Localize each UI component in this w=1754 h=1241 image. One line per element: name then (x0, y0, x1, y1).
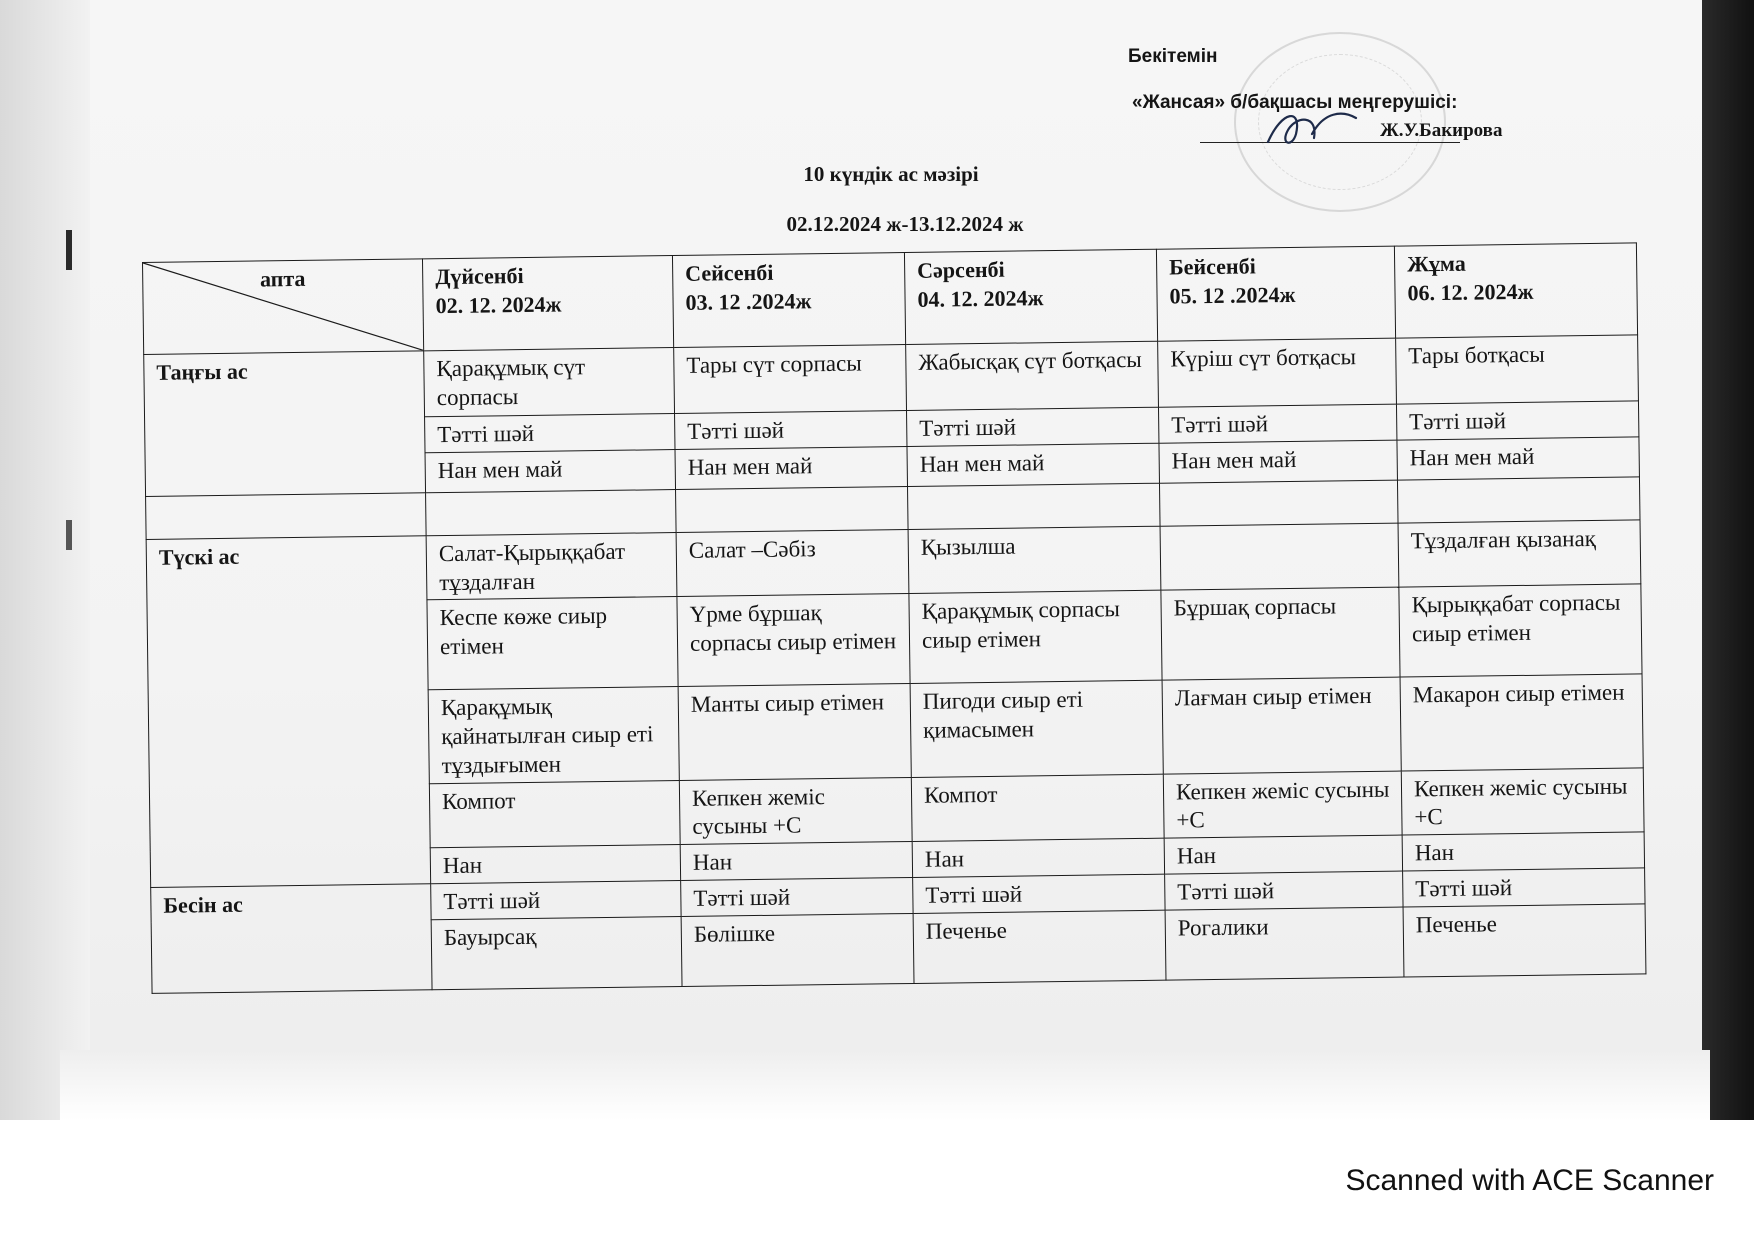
menu-cell: Салат-Қырыққабат тұздалған (426, 532, 677, 600)
week-label: апта (259, 265, 306, 292)
menu-cell: Нан мен май (1159, 440, 1398, 483)
menu-cell: Қарақұмық сүт сорпасы (424, 348, 675, 417)
menu-cell: Тәтті шәй (675, 411, 907, 450)
menu-cell: Салат –Сәбіз (676, 529, 909, 597)
menu-cell: Кепкен жеміс сусыны +С (1163, 771, 1402, 839)
menu-cell: Нан мен май (675, 446, 908, 489)
menu-cell: Нан (1164, 835, 1402, 874)
page-period: 02.12.2024 ж-13.12.2024 ж (786, 212, 1024, 236)
menu-cell: Жабысқақ сүт ботқасы (906, 341, 1159, 410)
approval-position: «Жансая» б/бақшасы меңгерушісі: (1132, 92, 1458, 113)
menu-cell: Компот (429, 780, 680, 848)
menu-cell: Тәтті шәй (1165, 871, 1403, 910)
menu-cell: Қызылша (908, 526, 1161, 594)
menu-cell: Печенье (913, 910, 1166, 983)
approver-name: Ж.У.Бакирова (1380, 120, 1503, 141)
menu-cell: Печенье (1403, 903, 1646, 976)
approval-heading: Бекітемін (1128, 46, 1218, 67)
menu-cell: Қарақұмық сорпасы сиыр етімен (909, 590, 1162, 683)
day-header: Сейсенбі 03. 12 .2024ж (672, 253, 905, 348)
menu-cell: Кепкен жеміс сусыны +С (679, 777, 912, 845)
menu-cell: Кеспе көже сиыр етімен (427, 597, 678, 690)
menu-cell: Лағман сиыр етімен (1162, 677, 1401, 773)
menu-cell: Тары сүт сорпасы (674, 345, 907, 414)
meal-label-lunch: Түскі ас (146, 536, 431, 888)
menu-cell: Тәтті шәй (681, 877, 913, 916)
menu-cell: Тәтті шәй (907, 407, 1159, 446)
menu-cell: Күріш сүт ботқасы (1158, 338, 1397, 407)
day-header: Жұма 06. 12. 2024ж (1394, 243, 1637, 338)
day-header: Дүйсенбі 02. 12. 2024ж (422, 256, 673, 351)
week-corner-cell (143, 259, 424, 355)
menu-cell: Макарон сиыр етімен (1400, 674, 1643, 770)
menu-cell: Компот (911, 774, 1164, 842)
menu-cell (1160, 523, 1399, 591)
menu-cell: Пигоди сиыр еті қимасымен (910, 680, 1163, 777)
margin-mark (66, 520, 72, 550)
menu-cell: Нан мен май (425, 449, 676, 492)
menu-cell: Тәтті шәй (1158, 404, 1396, 443)
meal-label-breakfast: Таңғы ас (144, 351, 426, 496)
page-title: 10 күндік ас мәзірі (803, 162, 979, 186)
menu-cell: Тәтті шәй (913, 874, 1165, 913)
menu-cell: Қырыққабат сорпасы сиыр етімен (1399, 584, 1642, 677)
menu-cell: Нан (1402, 832, 1644, 871)
menu-table (142, 242, 1646, 993)
menu-cell: Нан мен май (907, 443, 1160, 486)
menu-cell: Бөлішке (681, 913, 914, 986)
menu-cell: Нан (680, 841, 912, 880)
menu-cell: Рогалики (1165, 907, 1404, 980)
menu-cell: Тәтті шәй (1403, 868, 1645, 907)
menu-cell: Тары ботқасы (1396, 335, 1639, 404)
meal-label-snack: Бесін ас (151, 884, 432, 993)
scanner-watermark: Scanned with ACE Scanner (1345, 1164, 1714, 1197)
menu-cell: Нан мен май (1397, 437, 1640, 480)
menu-cell: Тәтті шәй (431, 880, 681, 919)
menu-cell: Қарақұмық қайнатылған сиыр еті тұздығымен (428, 687, 679, 784)
menu-cell: Үрме бұршақ сорпасы сиыр етімен (677, 594, 910, 687)
day-header: Бейсенбі 05. 12 .2024ж (1156, 246, 1395, 341)
menu-cell: Бауырсақ (431, 916, 682, 989)
menu-cell: Манты сиыр етімен (678, 684, 911, 780)
day-header: Сәрсенбі 04. 12. 2024ж (904, 249, 1157, 344)
menu-cell: Кепкен жеміс сусыны +С (1401, 767, 1644, 835)
signature (1262, 104, 1362, 154)
menu-cell: Тұздалған қызанақ (1398, 520, 1641, 588)
menu-cell: Тәтті шәй (425, 414, 675, 453)
menu-cell: Нан (912, 838, 1164, 877)
menu-cell: Бұршақ сорпасы (1161, 587, 1400, 680)
menu-cell: Нан (430, 845, 680, 884)
menu-cell: Тәтті шәй (1396, 401, 1638, 440)
page-bottom-shade (60, 1050, 1710, 1120)
